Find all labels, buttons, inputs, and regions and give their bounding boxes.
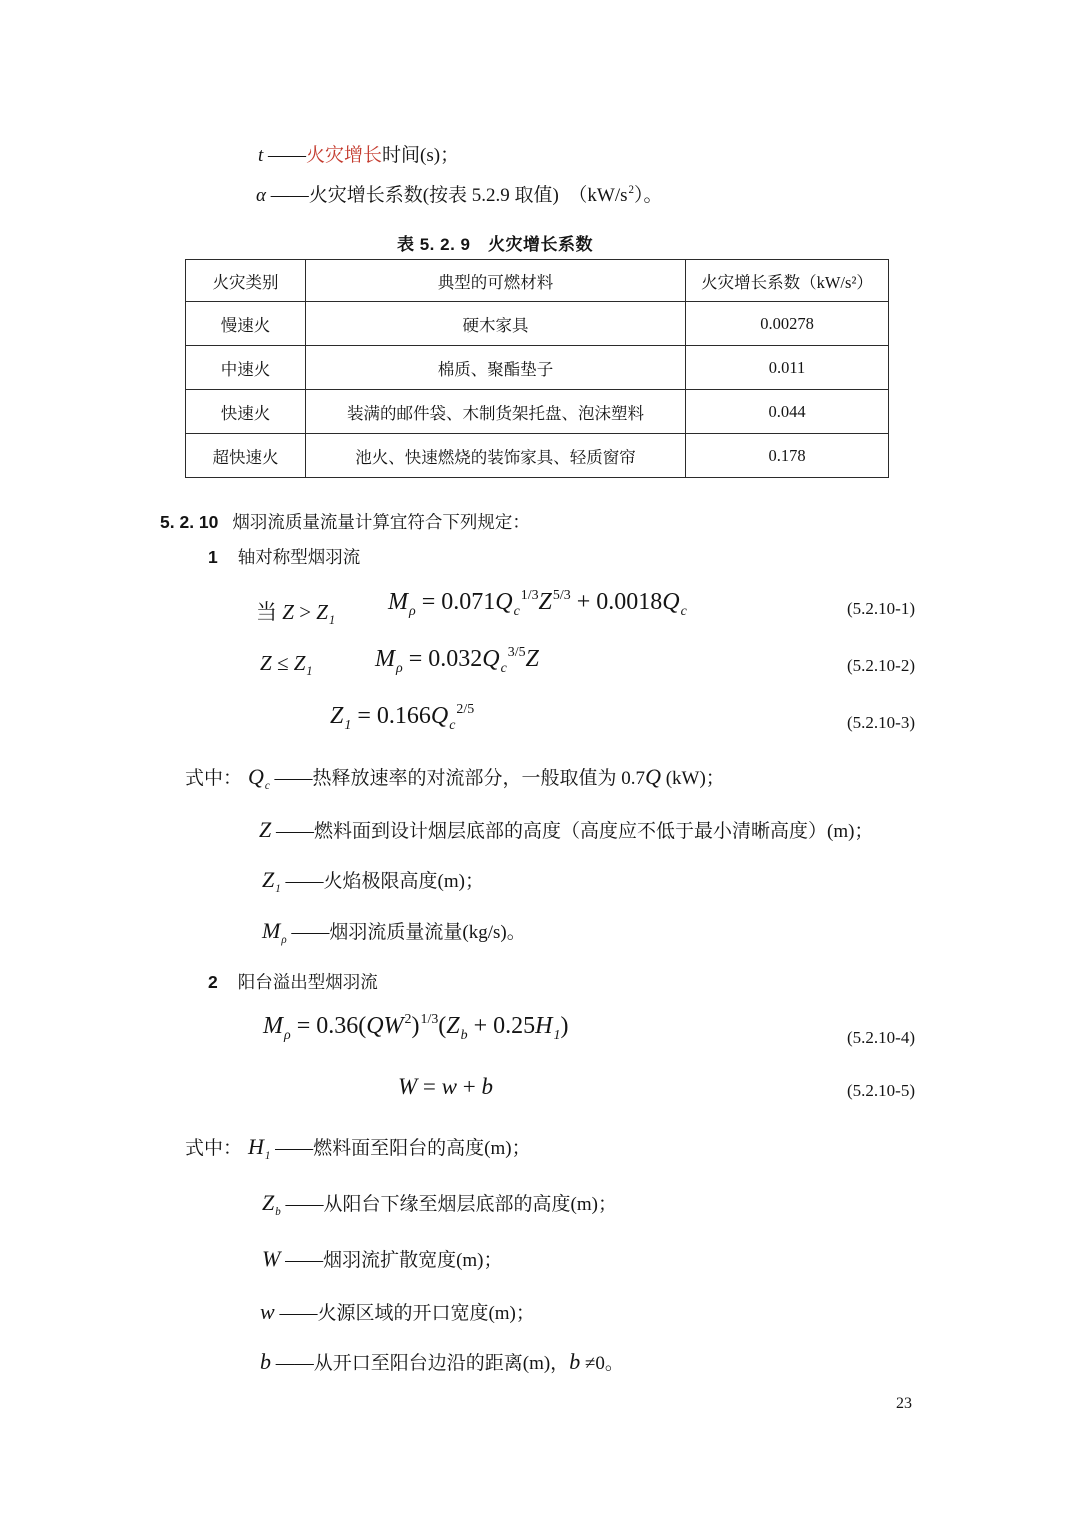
item-number: 1 [208,547,218,567]
table-cell: 超快速火 [186,434,306,478]
item-text: 轴对称型烟羽流 [237,547,361,567]
clause-5-2-10 [160,509,530,534]
definition-w-upper: W ——烟羽流扩散宽度(m)； [262,1246,503,1271]
equation-number: (5.2.10-5) [847,1081,915,1100]
definition-line-alpha: α ——火灾增长系数(按表 5.2.9 取值) $(kW/s^2)$。 [256,184,663,206]
definition-line [185,763,725,790]
formula-5-2-10-2: $M_\rho = 0.032Q_c^{3/5}Z$ [375,644,539,677]
table-cell: 0.00278 [686,302,889,346]
definition-h1: $H_1$ ——燃料面至阳台的高度(m)； [248,1134,531,1162]
table-cell: 池火、快速燃烧的装饰家具、轻质窗帘 [306,434,686,478]
table-cell: 0.044 [686,390,889,434]
table-header-row [186,260,889,302]
equation-number: (5.2.10-4) [847,1028,915,1047]
definition-line-t: t ——火灾增长时间(s)； [258,145,460,166]
page-number: 23 [896,1395,912,1412]
definition-m: $M_\rho$ ——烟羽流质量流量(kg/s)。 [262,918,526,946]
formula-condition: $Z \le Z_1$ [260,651,313,679]
formula-5-2-10-1: $M_\rho = 0.071Q_c^{1/3}Z^{5/3} + 0.0018Q_c$ [388,587,687,620]
formula-5-2-10-5: W = w + b [398,1074,493,1099]
definition-z1: $Z_1$ ——火焰极限高度(m)； [262,867,484,895]
item-number: 2 [208,972,218,992]
item-1 [208,544,360,569]
table-header-cell: 火灾类别 [186,260,306,302]
table-title: 表 5. 2. 9 火灾增长系数 [397,235,593,254]
definition-w-lower: w ——火源区域的开口宽度(m)； [260,1299,535,1324]
definition-z: Z ——燃料面到设计烟层底部的高度（高度应不低于最小清晰高度）(m)； [259,817,874,842]
definition-line [185,1133,531,1160]
table-cell: 慢速火 [186,302,306,346]
definition-q: $Q_c$ ——热释放速率的对流部分，一般取值为 0.7Q (kW)； [248,764,725,792]
fire-growth-table [185,259,889,478]
table-row [186,434,889,478]
table-row [186,346,889,390]
definition-b: b ——从开口至阳台边沿的距离(m)，b ≠0。 [260,1349,624,1374]
table-cell: 硬木家具 [306,302,686,346]
equation-number: (5.2.10-2) [847,656,915,675]
table-cell: 中速火 [186,346,306,390]
equation-number: (5.2.10-1) [847,599,915,618]
formula-5-2-10-4: $M_\rho = 0.36(QW^2)^{1/3}(Z_b + 0.25H_1)$ [263,1011,569,1044]
formula-5-2-10-3: $Z_1 = 0.166Q_c^{2/5}$ [330,701,475,734]
definition-zb: $Z_b$ ——从阳台下缘至烟层底部的高度(m)； [262,1190,617,1218]
table-header-cell: 典型的可燃材料 [306,260,686,302]
table-cell: 快速火 [186,390,306,434]
table-header-cell: 火灾增长系数（kW/s²） [686,260,889,302]
table-cell: 0.178 [686,434,889,478]
table-row [186,390,889,434]
item-text: 阳台溢出型烟羽流 [237,972,378,992]
table-cell: 0.011 [686,346,889,390]
table-cell: 装满的邮件袋、木制货架托盘、泡沫塑料 [306,390,686,434]
item-2 [208,969,378,994]
where-label: 式中： [185,1138,243,1159]
clause-number: 5. 2. 10 [160,512,219,532]
table-row [186,302,889,346]
clause-text: 烟羽流质量流量计算宜符合下列规定： [232,512,530,532]
where-label: 式中： [185,768,243,789]
formula-condition: 当 $Z > Z_1$ [256,600,336,628]
table-cell: 棉质、聚酯垫子 [306,346,686,390]
equation-number: (5.2.10-3) [847,713,915,732]
